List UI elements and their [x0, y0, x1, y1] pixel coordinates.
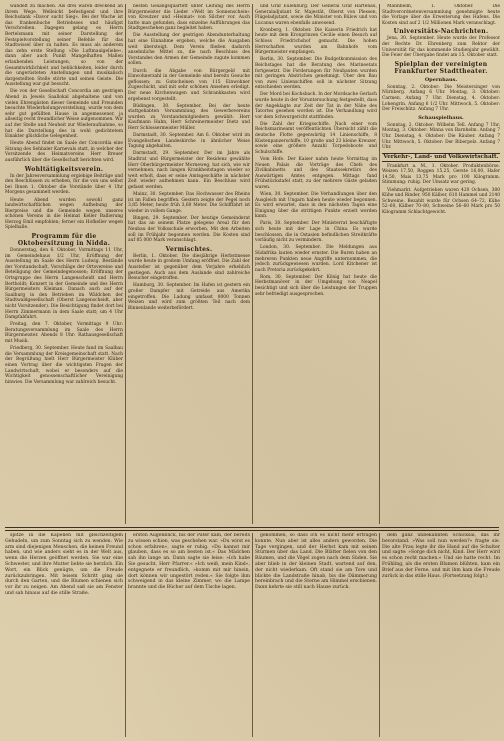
feuilleton-divider: [252, 533, 253, 737]
article-paragraph: Hamburg, 30. September. Im Hafen ist gestern ein großer Dampfer mit Getreide aus Amerika eingetroffen. Die Ladung umfasst 8000 Tonnen Weizen und wird zum größten Teil nach dem Binnenlande weiterbefördert.: [128, 283, 250, 311]
feuilleton-text: ersten Augenblick, bis der Pater kam, der bereits zu wissen schien, was geschehen war. »Du wirst es schon erfahren«, sagte er ruhig. »Du kannst mir glauben, dass es so am besten ist.« Das Mädchen sah ihn lange an. Dann sagte sie leise: »Ich habe Sie gesucht, Herr Pfarrer.« »Ich weiß, mein Kind«, entgegnete er freundlich, »komm mit mir hinein, dort können wir ungestört reden.« Sie folgte ihm schweigend in das kleine Zimmer, wo die Lampe brannte und die Bücher auf dem Tische lagen.: [128, 533, 250, 591]
article-paragraph: und Graf Eulenburg. Der General Graf Hartenau, Generaladjutant Sr. Majestät, Oberst von Plessen, Flügeladjutant, sowie die Minister von Bülow und von Lucanus waren ebenfalls anwesend.: [255, 4, 377, 26]
article-paragraph: Darmstadt, 29. September. Der im Jahre als Stadtrat und Bürgermeister der Residenz gewählte Herr Oberbürgermeister Morneweg, hat sich, wie wir vernehmen, nach langen Krankheitstagen wieder so weit erholt, dass er seine Amtsgeschäfte in nächster Zeit wieder aufnehmen kann. Ein Beschluss wird gefasst werden.: [128, 151, 250, 190]
section-heading: Spielplan der vereinigten Frankfurter Stadttheater.: [394, 60, 488, 75]
article-paragraph: wandelt zu machen. Als drei waren dreckend an ihrem Wege. Welleicht befestigend und ihre Reichsdank »Davor sucht Sieg«. Bei der Wache ist das frankenbuche Betriebsses und häufigst Verschreiben. Dagegen gelang es Herrn Bertelsmann mit seiner Darstellung der Festspielvorstellung seiner Befehle für das Stadtwissel über zu halten. Es muss als anderem das zehn erste Stellung »Die Luftmaulgeliebe«, dann aber auch Punkt Mangelhaften Mallen erlaubenden Leistungen, so von der Gesamtwirklichkeit und heblichkeiten, leider durch die ungerüsteten Anstellungen und musikalisch dargestellten Stelle störte und seinen Geiste. Die Ausstellung war gut besucht.: [5, 4, 123, 88]
article-paragraph: Donnerstag, den 6. Oktober, Vormittags 11 Uhr, im Gemeindehaus 1/2 Uhr, Eröffnung der Ausstellung im Saale des Herrn Ludwig. Bestände der Vorstandschaft, Vorschläge der Ortsvereine und Beteiligung der Gemeindegenossen; Eröffnung der Ortsgruppe des Herrn Langenscheidt und Herrn Bertholdt; Konzert in der Gemeinde und des Herrn Bürgermeisters Kleiman. Danach auch auf der Saalburg in den Betrieben im Wäldchen der Stadtwaldgesellschaft (Oberst Langenscheidt, aber nicht Vorsitzender). Die Besichtigung findet dort bei Herrn Zimmermann in dem Saale statt; um 4 Uhr Dampfabfahrt.: [5, 248, 123, 321]
section-heading: Wohltätigkeitsverein.: [24, 165, 104, 173]
article-paragraph: Frankfurt a. M., 1. Oktober. Produktenbörse. Weizen 17,50, Roggen 15,25, Gerste 16,00, Hafer 14,50, Mais 13,75 Mark pro 100 Kilogramm. Stimmung: ruhig. Der Umsatz war gering.: [382, 163, 500, 186]
article-paragraph: Paris, 30. September. Der Ministerrat beschäftigte sich heute mit der Lage in China. Es wurde beschlossen, die in Ostasien befindlichen Streitkräfte vorläufig nicht zu vermindern.: [255, 221, 377, 244]
article-paragraph: Durch die Abgabe von Bürgergeld mit Einwohnerzahl in der Gemeinde sind bereits Gesuche geflossen; zu Gutscheinen von 115 Einwohner Zugeschickt, und mit sehr schönen Ansehen erledigt. Der neue Kirchenwagen und Schrankkasten wird ergebenst vorgestellt.: [128, 68, 250, 102]
section-heading: Universitäts-Nachrichten.: [393, 28, 489, 36]
column-divider: [125, 4, 126, 524]
article-paragraph: Sonntag, 2. Oktober: Die Meistersinger von Nürnberg. Anfang 6 Uhr. Montag, 3. Oktober: Carmen. Anfang 7 Uhr. Dienstag, 4. Oktober: Lohengrin. Anfang 6 1/2 Uhr. Mittwoch, 5. Oktober: Der Freischütz. Anfang 7 Uhr.: [382, 84, 500, 113]
column-4: [382, 4, 500, 524]
feuilleton-text: dem ganz unbekannten Schicksal, das ihr bevorstand. »Was soll nun werden?« fragte sie. Die alte Frau legte ihr die Hand auf die Schulter und sagte: »Sorge dich nicht, Kind. Der Herr wird es schon recht machen.« Und sie hatte recht. Im Frühling, als die ersten Blumen blühten, kam ein Brief aus der Ferne, und mit ihm kam die Freude zurück in das stille Haus. (Fortsetzung folgt.): [382, 533, 500, 579]
feuilleton-column-3: [255, 533, 377, 737]
article-paragraph: Vom Hofe. Der Kaiser nahm heute Vormittag im Neuen Palais die Vorträge des Chefs des Zivilkabinetts und des Staatssekretärs des Auswärtigen Amtes entgegen. Mittags fand Frühstückstafel statt, zu der mehrere Gäste geladen waren.: [255, 156, 377, 190]
article-paragraph: Friedberg, 30. September. Heute fand im Saalbau die Versammlung der Kreisgemeinschaft statt. Nach der Begrüßung hielt Herr Bürgermeister Klüber einen Vortrag über die wichtigsten Fragen der Landwirtschaft, wobei er besonders auf die Wichtigkeit genossenschaftlicher Vereinigung hinwies. Die Versammlung war zahlreich besucht.: [5, 346, 123, 385]
feuilleton-text: gekommen, so dass ich es nicht mehr ertragen konnte. Nun aber ist alles anders geworden. Die Tage vergingen, und der Herbst kam mit seinen Stürmen über das Land. Die Blätter fielen von den Bäumen, und die Vögel zogen nach dem Süden. Sie aber blieb in der kleinen Stadt, wartend auf den, der nicht wiederkam. Oft stand sie am Tore und blickte die Landstraße hinab, bis die Dämmerung hereinbrach und die Sterne am Himmel erschienen. Dann kehrte sie still nach Hause zurück.: [255, 533, 377, 591]
feuilleton-column-4: [382, 533, 500, 737]
feuilleton-text: spitze in die Kapellen mit gleichzeitigem Gehudeln, um zum Sonntag sich zu wenden. Wie arm sind diejenigen Menschen, die keinen Freund haben, und wie anders sieht es in der Welt aus, wenn die Herzen geöffnet werden. Sie war eine Schwester, und ihre Mutter liebte sie herzlich. Ein Wort, ein Blick genügte, um die Freude zurückzubringen. Mit leisem Schritt ging sie durch den Garten, und die Blumen schienen sich vor ihr zu neigen. Am Abend saß sie am Fenster und sah hinaus auf die stille Straße.: [5, 533, 123, 596]
article-paragraph: Viehmarkt. Aufgetrieben waren 420 Ochsen, 380 Kühe und Rinder, 950 Kälber, 610 Hammel und 2140 Schweine. Bezahlt wurde für Ochsen 64–72, Kühe 52–60, Kälber 70–80, Schweine 56–60 Mark pro 50 Kilogramm Schlachtgewicht.: [382, 187, 500, 215]
article-paragraph: Wien, 30. September. Die Verhandlungen über den Ausgleich mit Ungarn haben heute wieder begonnen. Es wird erwartet, dass in den nächsten Tagen eine Einigung über die strittigen Punkte erzielt werden kann.: [255, 192, 377, 220]
column-divider: [379, 4, 380, 524]
article-paragraph: Berlin, 1. Oktober. Die diesjährige Herbstmesse wurde heute in großem Umfang eröffnet. Die Zahl der Aussteller ist gegenüber dem Vorjahre erheblich gestiegen. Auch aus dem Auslande sind zahlreiche Besucher eingetroffen.: [128, 253, 250, 282]
feuilleton-separator: [5, 527, 499, 531]
article-paragraph: Berlin, 30. September. Die Budgetkommission des Reichstages hat die Beratung des Marineetats fortgesetzt. Die Forderungen für Neubauten wurden mit geringen Abstrichen genehmigt. Über den Bau von zwei Linienschiffen soll in nächster Sitzung entschieden werden.: [255, 57, 377, 91]
article-paragraph: Bingen, 29. September. Der heutige Gemeinderat hat das an seinem Platze gelegene Areal für den Neubau der Volksschule erworben. Mit den Arbeiten soll im Frühjahr begonnen werden. Die Kosten sind auf 85 000 Mark veranschlagt.: [128, 215, 250, 244]
feuilleton-column-2: [128, 533, 250, 737]
article-paragraph: besten Gesangsquartett unter Leitung des Herrn Bürgermeister die Lieder »Welt im Sonnenschein« von Kreutzer und »Heimat« von Silcher vor. Auch hatte man gefunden, dass einzelne Aufführungen das Stadtgeschehen ganz begleitet haben.: [128, 4, 250, 32]
column-2: [128, 4, 250, 524]
article-paragraph: Mannheim, 1. Oktober. Die Stadtverordnetenversammlung genehmigte heute die Vorlage über die Erweiterung des Hafens. Die Kosten sind auf 2 1/2 Millionen Mark veranschlagt.: [382, 4, 500, 26]
subsection-heading: Schauspielhaus.: [418, 114, 464, 121]
article-paragraph: Rom, 30. September. Der König hat heute die Herbstmanöver in der Umgebung von Neapel besichtigt und sich über die Leistungen der Truppen sehr befriedigt ausgesprochen.: [255, 274, 377, 297]
column-divider: [252, 4, 253, 524]
column-1: [5, 4, 123, 524]
feuilleton-column-1: [5, 533, 123, 737]
article-paragraph: Der Mord bei Kochsbach. In der Mordsache Gerlach wurde heute in der Voruntersuchung festgestellt, dass der Angeklagte zur Zeit der Tat in der Nähe des Tatortes gesehen worden ist. Die Verhandlung wird vor dem Schwurgericht stattfinden.: [255, 92, 377, 120]
article-paragraph: Freitag, den 7. Oktober, Vormittags 9 Uhr: Beratungsversammlung im Saale des Herrn Bürgermeister. Abends 8 Uhr: Rathausgesellschaft mit Musik.: [5, 322, 123, 345]
column-3: [255, 4, 377, 524]
article-paragraph: London, 30. September. Die Meldungen aus Südafrika lauten wieder ernster. Die Buren haben an mehreren Punkten neue Angriffe unternommen, die jedoch zurückgewiesen wurden. Lord Kitchener ist nach Pretoria zurückgekehrt.: [255, 245, 377, 273]
article-paragraph: Kronberg, 1. Oktober. Die Kaiserin Friedrich hat heute mit dem Kronprinzen Cecilie einen Besuch auf Schloss Friedrichshof gemacht. Die hohen Herrschaften wurden am Bahnhofe vom Bürgermeister empfangen.: [255, 27, 377, 56]
article-paragraph: In der Jahresversammlung ergiebige Beiträge und den Beschlüssen zu erheben, für die von uns selbst bei Ihnen 1. Oktober die Vorstände über 4 Uhr Morgens gesammelt werden.: [5, 173, 123, 196]
feuilleton-divider: [379, 533, 380, 737]
section-heading: Vermischtes.: [165, 245, 213, 253]
article-paragraph: Die Ausstellung der gestrigen Abendunterhaltung hat eine Einnahme ergeben, welche die Ausgaben weit übersteigt. Dem Verein fließen dadurch ansehnliche Mittel zu, die nach Beschluss des Vorstandes den Armen der Gemeinde zugute kommen sollen.: [128, 33, 250, 67]
article-paragraph: Mainz, 30. September. Das Hochwasser des Rheins ist im Fallen begriffen. Gestern zeigte der Pegel noch 3,85 Meter, heute früh 3,60 Meter. Die Schifffahrt ist wieder in vollem Gange.: [128, 192, 250, 214]
article-paragraph: Sonntag, 2. Oktober: Wilhelm Tell. Anfang 7 Uhr. Montag, 3. Oktober: Minna von Barnhelm. Anfang 7 Uhr. Dienstag, 4. Oktober: Die Räuber. Anfang 7 Uhr. Mittwoch, 5. Oktober: Der Biberpelz. Anfang 7 Uhr.: [382, 122, 500, 151]
subsection-heading: Opernhaus.: [424, 76, 458, 83]
article-paragraph: Büdingen, 30. September. Bei der heute stattgehabten Versammlung des Gewerbevereins wurden zu Vorstandsmitgliedern gewählt: Herr Kaufmann Hahn, Herr Schreinermeister Dietz und Herr Schlossermeister Müller.: [128, 103, 250, 131]
section-title: Verkehr-, Land- und Volkswirtschaft.: [383, 153, 499, 160]
article-paragraph: Die von der Gesellschaft Concordia am gestrigen Abend in Jewels Saallokal abgehaltene und von vielen Ehrengästen dieser Gemeinde und Freunden besuchte Wiederholungsvorstellung, wurde von dem sehr gut gefüllten Hause in angemessener, ja allseitig recht freundlicher Weise aufgenommen. Wir auf der Stelle und Neuheit zur Wiederaufnahme, so hat die Darstellung des in wohl gedichtetem Einakter glückliche Gelegenheit.: [5, 89, 123, 140]
article-paragraph: Darmstadt, 30. September. Am 6. Oktober wird im Evangelischen Landeskirche in ähnlicher Weise Tagung abgehalten.: [128, 133, 250, 150]
feuilleton-divider: [125, 533, 126, 737]
article-paragraph: Heute Abend wurden sowohl ganz landwirtschaftlichen wegen Aufhebung der Bierpreise und die Gemeinde wegen unseres schönen Vereins in die Heimat Keller Ballierung Herzog Emil empfohlen; ferner ein Hofkeller wegen Spielhalle.: [5, 197, 123, 231]
section-heading: Programm für die Oktobersitzung in Nidda.: [17, 233, 111, 248]
article-paragraph: Jena, 30. September. Heute wurde der Professor der Rechte Dr. Ehrenberg zum Rektor der Universität für das kommende Studienjahr gewählt. Die Feier der Übergabe findet am 15. Oktober statt.: [382, 36, 500, 59]
article-paragraph: Die Zahl der Kriegsschiffe. Nach einer vom Reichsmarineamt veröffentlichten Übersicht zählt die deutsche Flotte gegenwärtig 14 Linienschiffe, 8 Küstenpanzerschiffe, 10 große und 23 kleine Kreuzer, sowie eine größere Anzahl Torpedoboote und Schulschiffe.: [255, 121, 377, 155]
article-paragraph: Heute Abend findet im Saale der Concordia eine Sitzung des Sehbaler Karnevals statt, in welcher der Vorsitzende des Heimatvereins Herr Breuer ausführlich über die Gesellschaft berichten wird.: [5, 141, 123, 164]
